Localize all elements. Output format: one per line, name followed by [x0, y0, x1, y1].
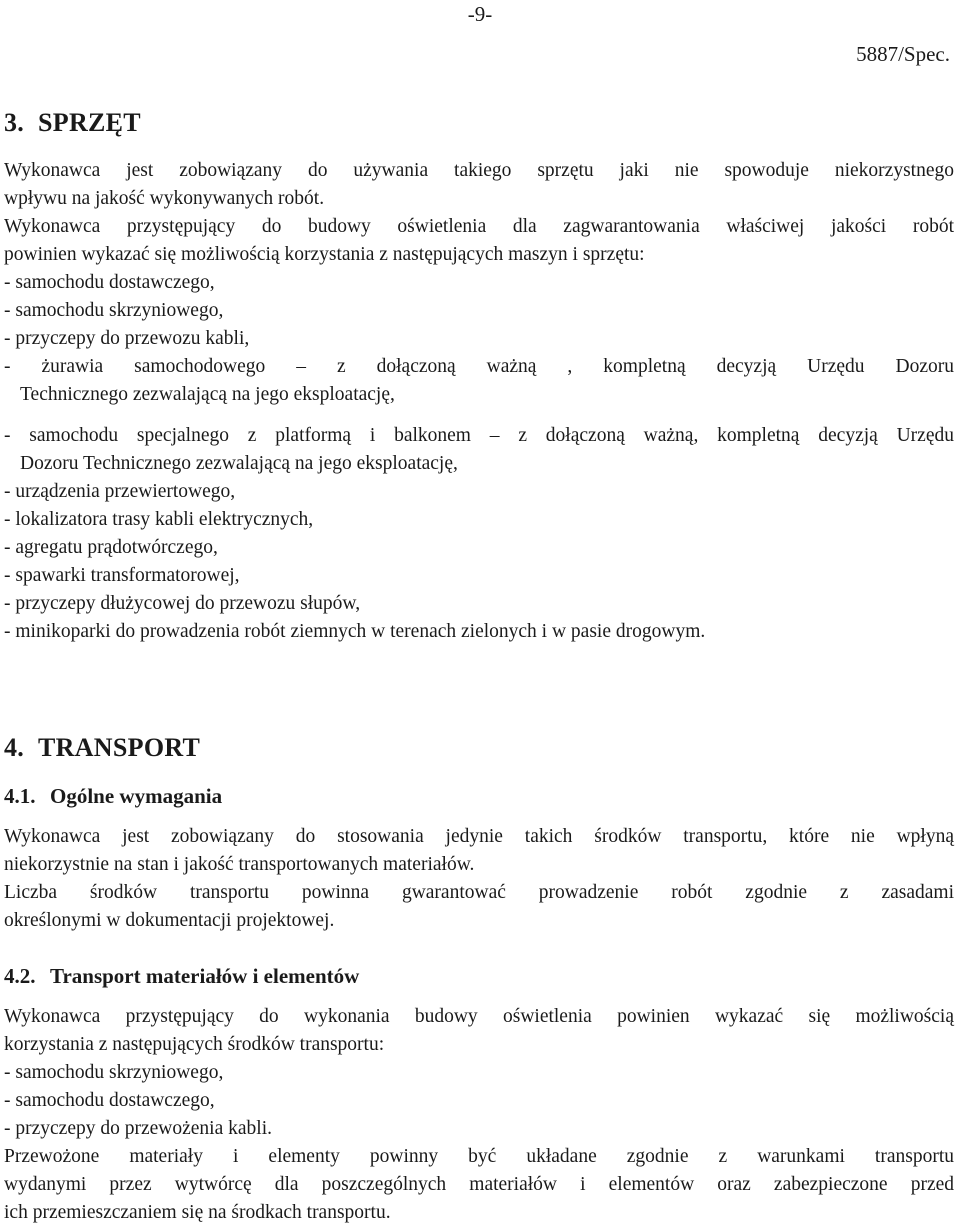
paragraph-line: niekorzystnie na stan i jakość transportowanych materiałów.: [4, 854, 475, 875]
list-item-continuation: Technicznego zezwalającą na jego eksploatację,: [20, 384, 395, 405]
section-4-heading: [4, 733, 200, 763]
paragraph-line: Wykonawca przystępujący do wykonania budowy oświetlenia powinien wykazać się możliwością: [4, 1006, 954, 1027]
paragraph-line: Wykonawca jest zobowiązany do stosowania jedynie takich środków transportu, które nie wpłyną: [4, 826, 954, 847]
subsection-4-1-title: Ogólne wymagania: [50, 784, 223, 808]
paragraph-line: korzystania z następujących środków transportu:: [4, 1034, 385, 1055]
list-item: - samochodu specjalnego z platformą i balkonem – z dołączoną ważną, kompletną decyzją Urzędu: [4, 425, 954, 446]
list-item: - przyczepy do przewożenia kabli.: [4, 1118, 272, 1139]
section-3-heading: [4, 108, 141, 138]
list-item: - przyczepy dłużycowej do przewozu słupów,: [4, 593, 361, 614]
subsection-4-2-title: Transport materiałów i elementów: [50, 964, 360, 988]
list-item: - samochodu skrzyniowego,: [4, 300, 224, 321]
paragraph-line: wpływu na jakość wykonywanych robót.: [4, 188, 325, 209]
section-3-number: 3.: [4, 108, 25, 137]
list-item: - samochodu dostawczego,: [4, 1090, 215, 1111]
list-item: - żurawia samochodowego – z dołączoną ważną , kompletną decyzją Urzędu Dozoru: [4, 356, 954, 377]
subsection-4-1-heading: [4, 784, 222, 809]
paragraph-line: Przewożone materiały i elementy powinny być układane zgodnie z warunkami transportu: [4, 1146, 954, 1167]
list-item: - agregatu prądotwórczego,: [4, 537, 218, 558]
section-4-number: 4.: [4, 733, 25, 762]
subsection-4-2-number: 4.2.: [4, 964, 36, 988]
list-item: - urządzenia przewiertowego,: [4, 481, 236, 502]
section-4-title: TRANSPORT: [38, 733, 201, 762]
list-item: - lokalizatora trasy kabli elektrycznych,: [4, 509, 314, 530]
subsection-4-2-body: [4, 1003, 954, 1227]
list-item: - przyczepy do przewozu kabli,: [4, 328, 250, 349]
section-3-title: SPRZĘT: [38, 108, 141, 137]
paragraph-line: powinien wykazać się możliwością korzystania z następujących maszyn i sprzętu:: [4, 244, 645, 265]
list-item: - spawarki transformatorowej,: [4, 565, 240, 586]
paragraph-line: ich przemieszczaniem się na środkach transportu.: [4, 1202, 391, 1223]
subsection-4-1-body: [4, 823, 954, 935]
paragraph-line: Wykonawca przystępujący do budowy oświetlenia dla zagwarantowania właściwej jakości robót: [4, 216, 954, 237]
spec-reference: 5887/Spec.: [856, 42, 950, 66]
page-number: -9-: [467, 2, 493, 26]
paragraph-line: Wykonawca jest zobowiązany do używania takiego sprzętu jaki nie spowoduje niekorzystnego: [4, 160, 954, 181]
subsection-4-1-number: 4.1.: [4, 784, 36, 808]
list-item-continuation: Dozoru Technicznego zezwalającą na jego eksploatację,: [20, 453, 458, 474]
paragraph-line: Liczba środków transportu powinna gwarantować prowadzenie robót zgodnie z zasadami: [4, 882, 954, 903]
paragraph-line: wydanymi przez wytwórcę dla poszczególnych materiałów i elementów oraz zabezpieczone przed: [4, 1174, 954, 1195]
paragraph-line: określonymi w dokumentacji projektowej.: [4, 910, 335, 931]
list-item: - samochodu dostawczego,: [4, 272, 215, 293]
list-item: - minikoparki do prowadzenia robót ziemnych w terenach zielonych i w pasie drogowym.: [4, 621, 706, 642]
subsection-4-2-heading: [4, 964, 359, 989]
section-3-body: [4, 157, 954, 646]
list-item: - samochodu skrzyniowego,: [4, 1062, 224, 1083]
